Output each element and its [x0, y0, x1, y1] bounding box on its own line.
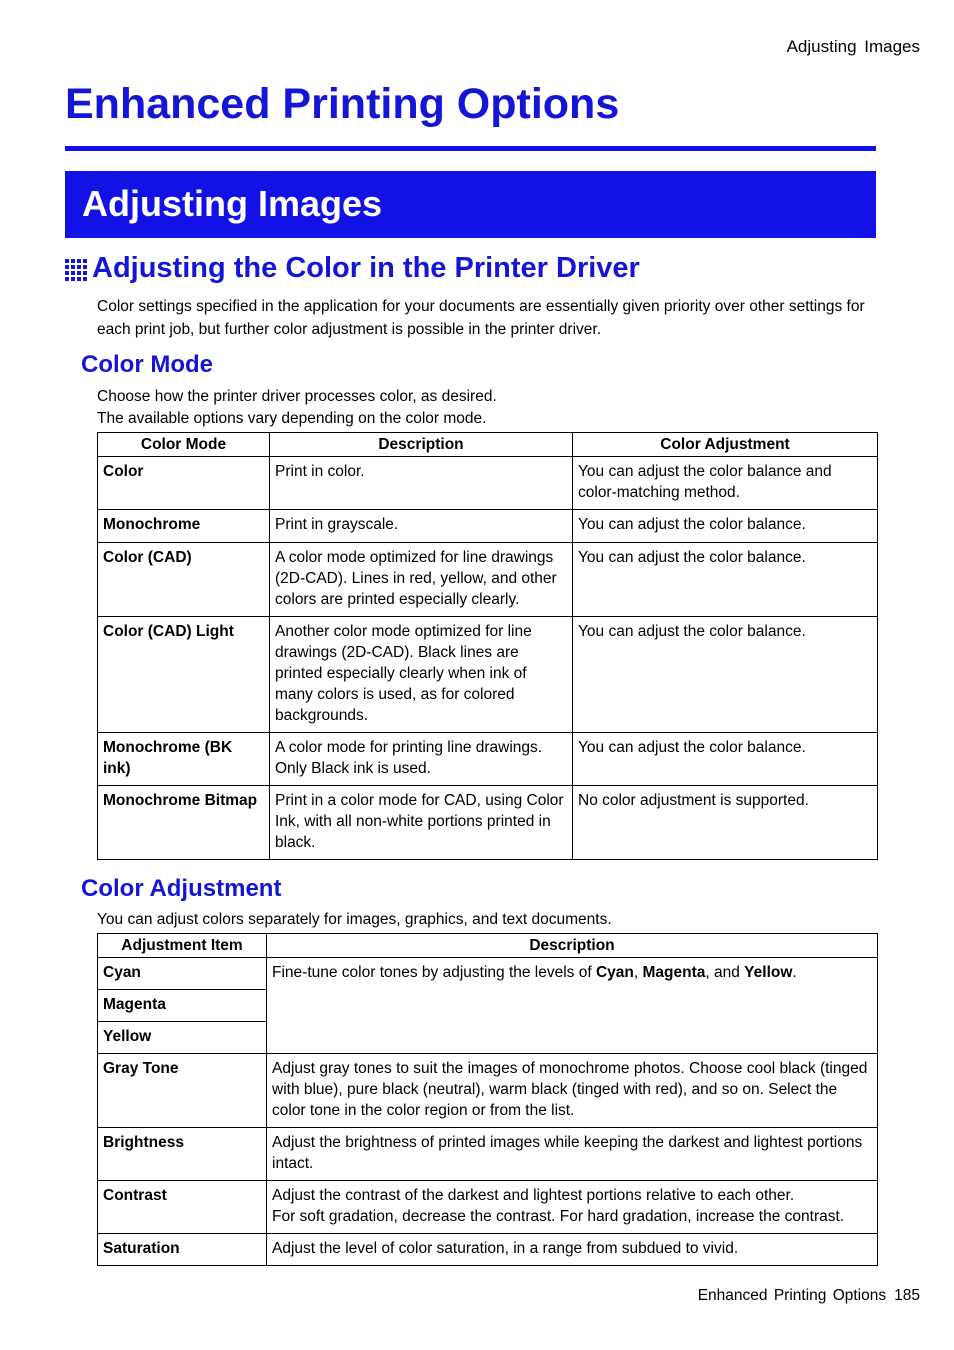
- table-header-row: [98, 433, 878, 457]
- table-row: [98, 958, 878, 990]
- item-cell: Contrast: [98, 1181, 267, 1234]
- description-cell: Another color mode optimized for line drawings (2D-CAD). Black lines are printed especially clearly when ink of many colors is used, as for colored backgrounds.: [270, 617, 573, 733]
- mode-cell: Monochrome: [98, 510, 270, 543]
- item-cell: Yellow: [98, 1022, 267, 1054]
- mode-cell: Color: [98, 457, 270, 510]
- column-header: Color Adjustment: [573, 433, 878, 457]
- color-mode-heading: Color Mode: [81, 351, 213, 378]
- description-line: Adjust the contrast of the darkest and lightest portions relative to each other.: [272, 1187, 795, 1204]
- description-cell: [267, 1181, 878, 1234]
- desc-text: .: [792, 964, 797, 981]
- adjustment-cell: You can adjust the color balance.: [573, 510, 878, 543]
- subsection-heading: [65, 252, 640, 285]
- table-row: [98, 733, 878, 786]
- item-cell: Saturation: [98, 1234, 267, 1266]
- desc-bold: Cyan: [595, 964, 634, 981]
- description-cell: Adjust the level of color saturation, in a range from subdued to vivid.: [267, 1234, 878, 1266]
- subsection-title: Adjusting the Color in the Printer Driver: [92, 252, 640, 284]
- description-cell: Print in color.: [270, 457, 573, 510]
- column-header: Description: [270, 433, 573, 457]
- table-row: [98, 786, 878, 860]
- desc-text: , and: [705, 964, 745, 981]
- grid-icon: [65, 259, 87, 281]
- chapter-rule: [65, 146, 876, 151]
- column-header: Adjustment Item: [98, 934, 267, 958]
- desc-text: Fine-tune color tones by adjusting the levels of: [272, 964, 596, 981]
- column-header: Description: [267, 934, 878, 958]
- table-header-row: [98, 934, 878, 958]
- table-row: [98, 617, 878, 733]
- page-footer: [698, 1287, 920, 1305]
- item-cell: Magenta: [98, 990, 267, 1022]
- description-cell: A color mode for printing line drawings. Only Black ink is used.: [270, 733, 573, 786]
- table-row: [98, 1181, 878, 1234]
- color-mode-intro-1: Choose how the printer driver processes color, as desired.: [97, 388, 497, 405]
- adjustment-cell: You can adjust the color balance.: [573, 617, 878, 733]
- column-header: Color Mode: [98, 433, 270, 457]
- adjustment-cell: You can adjust the color balance.: [573, 733, 878, 786]
- description-cell: Print in grayscale.: [270, 510, 573, 543]
- table-row: [98, 1128, 878, 1181]
- page-number: 185: [894, 1287, 920, 1304]
- mode-cell: Monochrome (BK ink): [98, 733, 270, 786]
- running-header: Adjusting Images: [786, 37, 920, 56]
- color-mode-intro-2: The available options vary depending on the color mode.: [97, 410, 487, 427]
- description-cell: A color mode optimized for line drawings (2D-CAD). Lines in red, yellow, and other colors are printed especially clearly.: [270, 543, 573, 617]
- color-adjustment-heading: Color Adjustment: [81, 875, 282, 902]
- mode-cell: Color (CAD): [98, 543, 270, 617]
- desc-bold: Yellow: [744, 964, 793, 981]
- table-row: [98, 1054, 878, 1128]
- adjustment-cell: No color adjustment is supported.: [573, 786, 878, 860]
- desc-text: ,: [633, 964, 643, 981]
- adjustment-cell: You can adjust the color balance.: [573, 543, 878, 617]
- table-row: [98, 543, 878, 617]
- item-cell: Cyan: [98, 958, 267, 990]
- color-adjustment-intro: You can adjust colors separately for images, graphics, and text documents.: [97, 911, 612, 928]
- desc-bold: Magenta: [642, 964, 706, 981]
- mode-cell: Monochrome Bitmap: [98, 786, 270, 860]
- item-cell: Gray Tone: [98, 1054, 267, 1128]
- description-cell: Adjust gray tones to suit the images of monochrome photos. Choose cool black (tinged with blue), pure black (neutral), warm black (tinged with red), and so on. Select the color tone in the color region or from the list.: [267, 1054, 878, 1128]
- section-title: Adjusting Images: [82, 183, 383, 224]
- description-cell: [267, 958, 878, 1054]
- item-cell: Brightness: [98, 1128, 267, 1181]
- mode-cell: Color (CAD) Light: [98, 617, 270, 733]
- section-banner: [65, 171, 876, 238]
- table-row: [98, 1234, 878, 1266]
- table-row: [98, 457, 878, 510]
- adjustment-cell: You can adjust the color balance and color-matching method.: [573, 457, 878, 510]
- subsection-intro: Color settings specified in the application for your documents are essentially given priority over other settings for each print job, but further color adjustment is possible in the printer driver.: [97, 298, 865, 338]
- footer-chapter: Enhanced Printing Options: [697, 1287, 887, 1304]
- table-row: [98, 510, 878, 543]
- color-adjustment-table: [97, 933, 878, 1266]
- description-line: For soft gradation, decrease the contrast. For hard gradation, increase the contrast.: [272, 1208, 845, 1225]
- description-cell: Print in a color mode for CAD, using Color Ink, with all non-white portions printed in black.: [270, 786, 573, 860]
- description-cell: Adjust the brightness of printed images while keeping the darkest and lightest portions intact.: [267, 1128, 878, 1181]
- chapter-title: Enhanced Printing Options: [65, 80, 620, 128]
- color-mode-table: [97, 432, 878, 860]
